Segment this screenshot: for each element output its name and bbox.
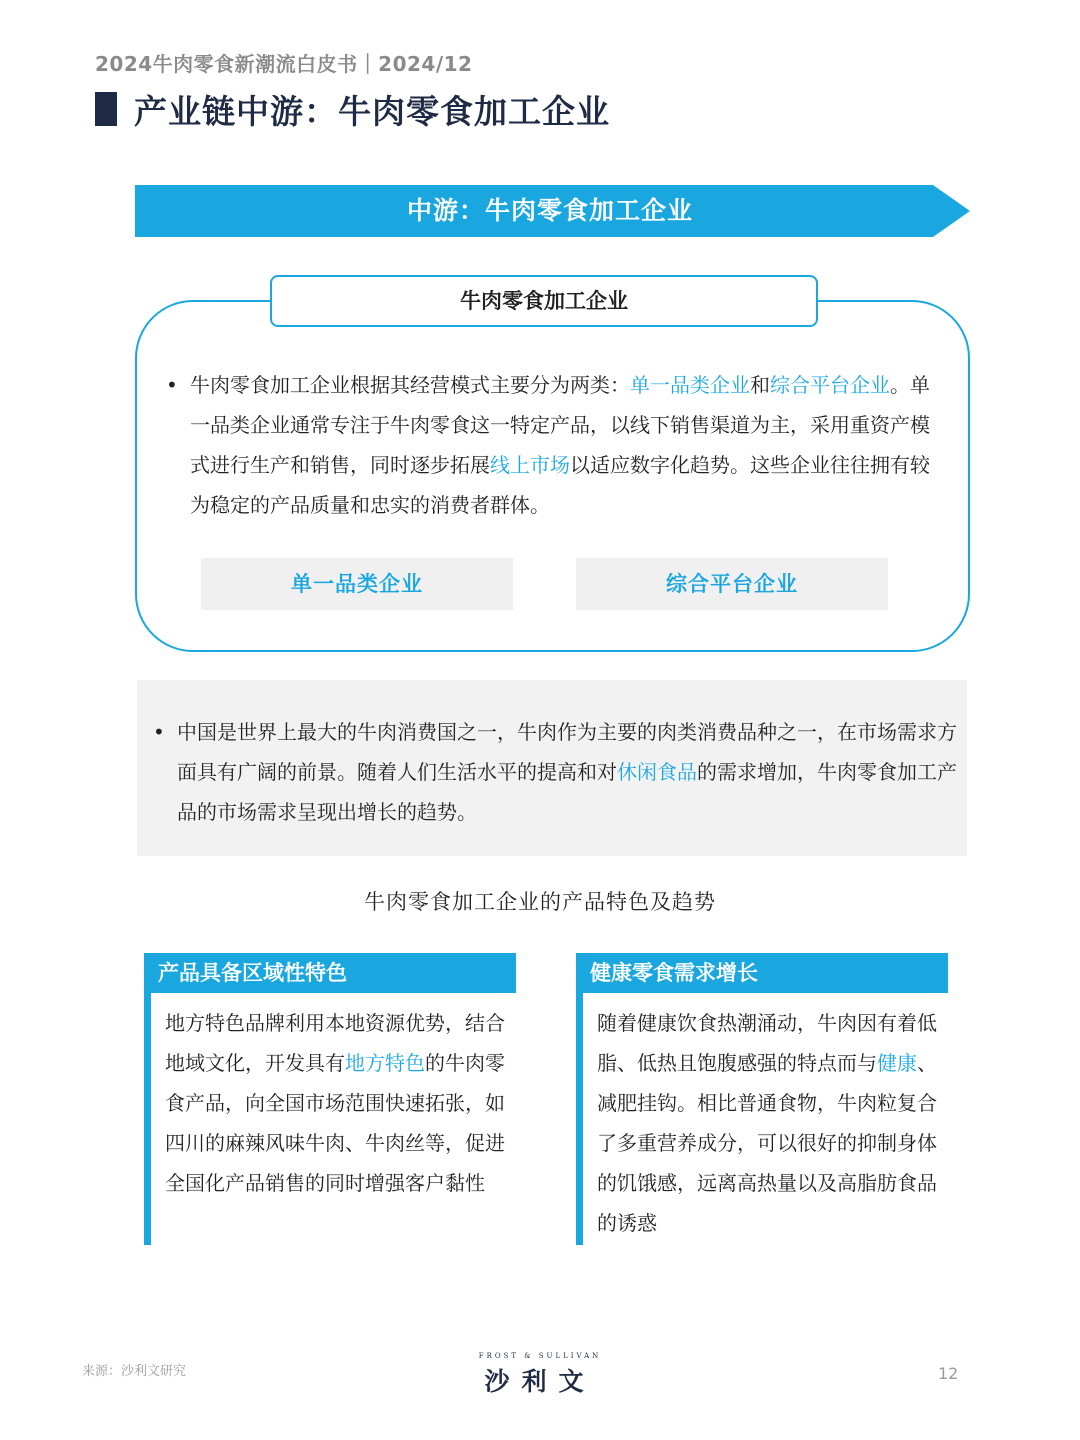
card-health — [576, 953, 948, 1245]
card-regional — [144, 953, 516, 1245]
card-body — [597, 1003, 947, 1243]
midstream-banner — [135, 185, 970, 237]
enterprise-box-label: 牛肉零食加工企业 — [270, 275, 818, 327]
market-text: 中国是世界上最大的牛肉消费国之一，牛肉作为主要的肉类消费品种之一，在市场需求方面具有广阔的前景。随着人们生活水平的提高和对 — [177, 720, 957, 784]
desc-text: 以适应数字化趋势。这些企业往往拥有较为稳定的产品质量和忠实的消费者群体。 — [190, 453, 930, 517]
highlight-platform: 综合平台企业 — [770, 373, 890, 397]
card-rail — [144, 993, 151, 1245]
frost-sullivan-logo — [470, 1352, 610, 1396]
bullet: • — [153, 720, 165, 744]
title-marker — [95, 92, 117, 126]
logo-cn: 沙利文 — [484, 1367, 596, 1396]
enterprise-description — [166, 365, 930, 525]
market-text: 的需求增加，牛肉零食加工产品的市场需求呈现出增长的趋势。 — [177, 760, 957, 824]
card-text: 地方特色品牌利用本地资源优势，结合地域文化，开发具有 — [165, 1011, 505, 1075]
card-text: 的牛肉零食产品，向全国市场范围快速拓张，如四川的麻辣风味牛肉、牛肉丝等，促进全国化产品销售的同时增强客户黏性 — [165, 1051, 505, 1195]
page-title: 产业链中游：牛肉零食加工企业 — [134, 92, 610, 131]
section-title: 牛肉零食加工企业的产品特色及趋势 — [364, 890, 716, 914]
doc-header: 2024牛肉零食新潮流白皮书｜2024/12 — [95, 52, 473, 76]
highlight-local-feature: 地方特色 — [345, 1051, 425, 1075]
highlight-single-category: 单一品类企业 — [630, 373, 750, 397]
highlight-health: 健康 — [877, 1051, 917, 1075]
card-body — [165, 1003, 515, 1203]
highlight-online-market: 线上市场 — [490, 453, 570, 477]
logo-en: FROST & SULLIVAN — [478, 1352, 602, 1360]
desc-text: 。单一品类企业通常专注于牛肉零食这一特定产品，以线下销售渠道为主，采用重资产模式进行生产和销售，同时逐步拓展 — [190, 373, 930, 477]
banner-label: 中游：牛肉零食加工企业 — [406, 196, 693, 225]
highlight-leisure-food: 休闲食品 — [617, 760, 697, 784]
card-text: 随着健康饮食热潮涌动，牛肉因有着低脂、低热且饱腹感强的特点而与 — [597, 1011, 937, 1075]
tag-single-category: 单一品类企业 — [201, 558, 513, 610]
page-number: 12 — [938, 1364, 959, 1383]
source-note: 来源：沙利文研究 — [82, 1364, 187, 1379]
desc-text: 牛肉零食加工企业根据其经营模式主要分为两类： — [190, 373, 630, 397]
card-rail — [576, 993, 583, 1245]
card-text: 、减肥挂钩。相比普通食物，牛肉粒复合了多重营养成分，可以很好的抑制身体的饥饿感，远离高热量以及高脂肪食品的诱惑 — [597, 1051, 937, 1235]
card-title: 健康零食需求增长 — [576, 953, 948, 993]
desc-text: 和 — [750, 373, 770, 397]
market-description — [153, 712, 957, 832]
tag-platform: 综合平台企业 — [576, 558, 888, 610]
bullet: • — [166, 373, 178, 397]
card-title: 产品具备区域性特色 — [144, 953, 516, 993]
